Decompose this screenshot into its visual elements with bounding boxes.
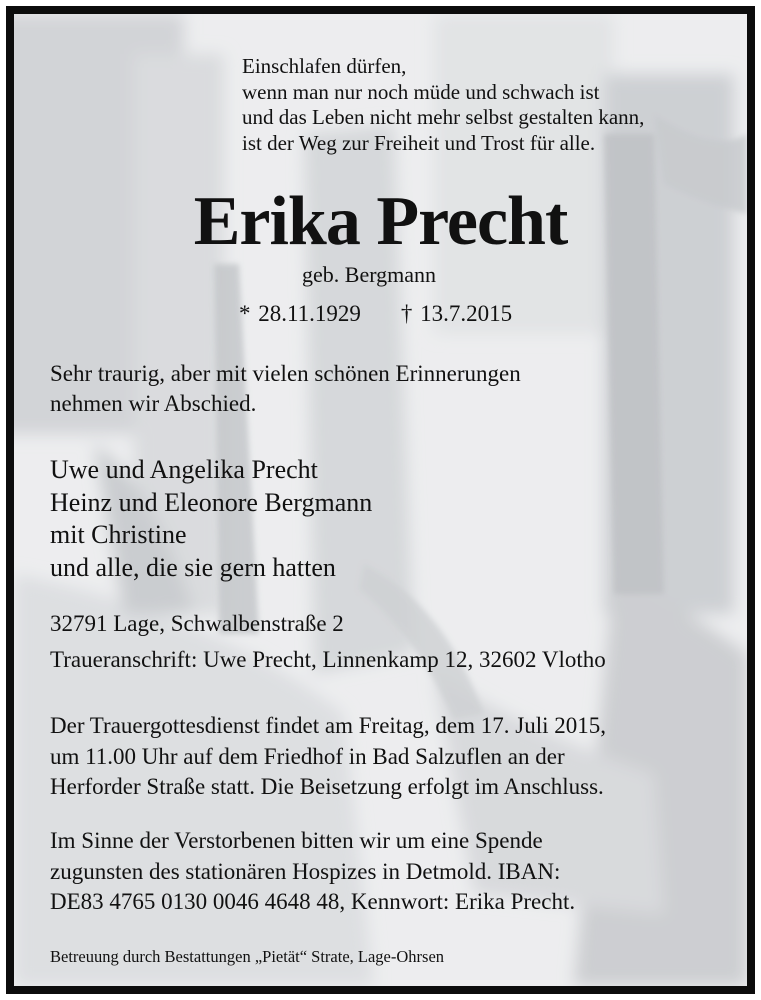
death-date: † 13.7.2015	[400, 301, 513, 326]
service-line: Der Trauergottesdienst findet am Freitag, dem 17. Juli 2015,	[50, 713, 606, 738]
deceased-name: Erika Precht	[193, 183, 568, 260]
poem-line: Einschlafen dürfen,	[242, 54, 407, 78]
poem	[242, 54, 644, 156]
farewell-text	[50, 359, 521, 418]
service-line: um 11.00 Uhr auf dem Friedhof in Bad Salzuflen an der	[50, 743, 565, 769]
donation-line: Im Sinne der Verstorbenen bitten wir um eine Spende	[50, 828, 543, 853]
family-address: 32791 Lage, Schwalbenstraße 2	[50, 611, 344, 636]
birth-date: * 28.11.1929	[239, 301, 361, 326]
mourner: Heinz und Eleonore Bergmann	[50, 487, 373, 517]
obituary-frame	[6, 6, 755, 994]
service-info	[50, 711, 606, 803]
mourner: Uwe und Angelika Precht	[50, 455, 318, 484]
mourner: mit Christine	[50, 520, 187, 549]
life-dates	[239, 301, 512, 327]
mourning-address: Traueranschrift: Uwe Precht, Linnenkamp 12, 32602 Vlotho	[50, 647, 606, 672]
service-line: Herforder Straße statt. Die Beisetzung erfolgt im Anschluss.	[50, 774, 604, 799]
poem-line: wenn man nur noch müde und schwach ist	[242, 79, 600, 104]
poem-line: ist der Weg zur Freiheit und Trost für alle.	[242, 130, 596, 155]
donation-info	[50, 826, 575, 918]
farewell-line: Sehr traurig, aber mit vielen schönen Erinnerungen	[50, 361, 521, 386]
undertaker-credit: Betreuung durch Bestattungen „Pietät“ Strate, Lage-Ohrsen	[50, 947, 445, 966]
donation-line: zugunsten des stationären Hospizes in Detmold. IBAN:	[50, 858, 561, 884]
mourner: und alle, die sie gern hatten	[50, 552, 336, 582]
poem-line: und das Leben nicht mehr selbst gestalten kann,	[242, 105, 645, 129]
donation-line: DE83 4765 0130 0046 4648 48, Kennwort: Erika Precht.	[50, 889, 576, 914]
mourners-list	[50, 454, 372, 584]
farewell-line: nehmen wir Abschied.	[50, 390, 257, 416]
maiden-name: geb. Bergmann	[302, 262, 437, 287]
